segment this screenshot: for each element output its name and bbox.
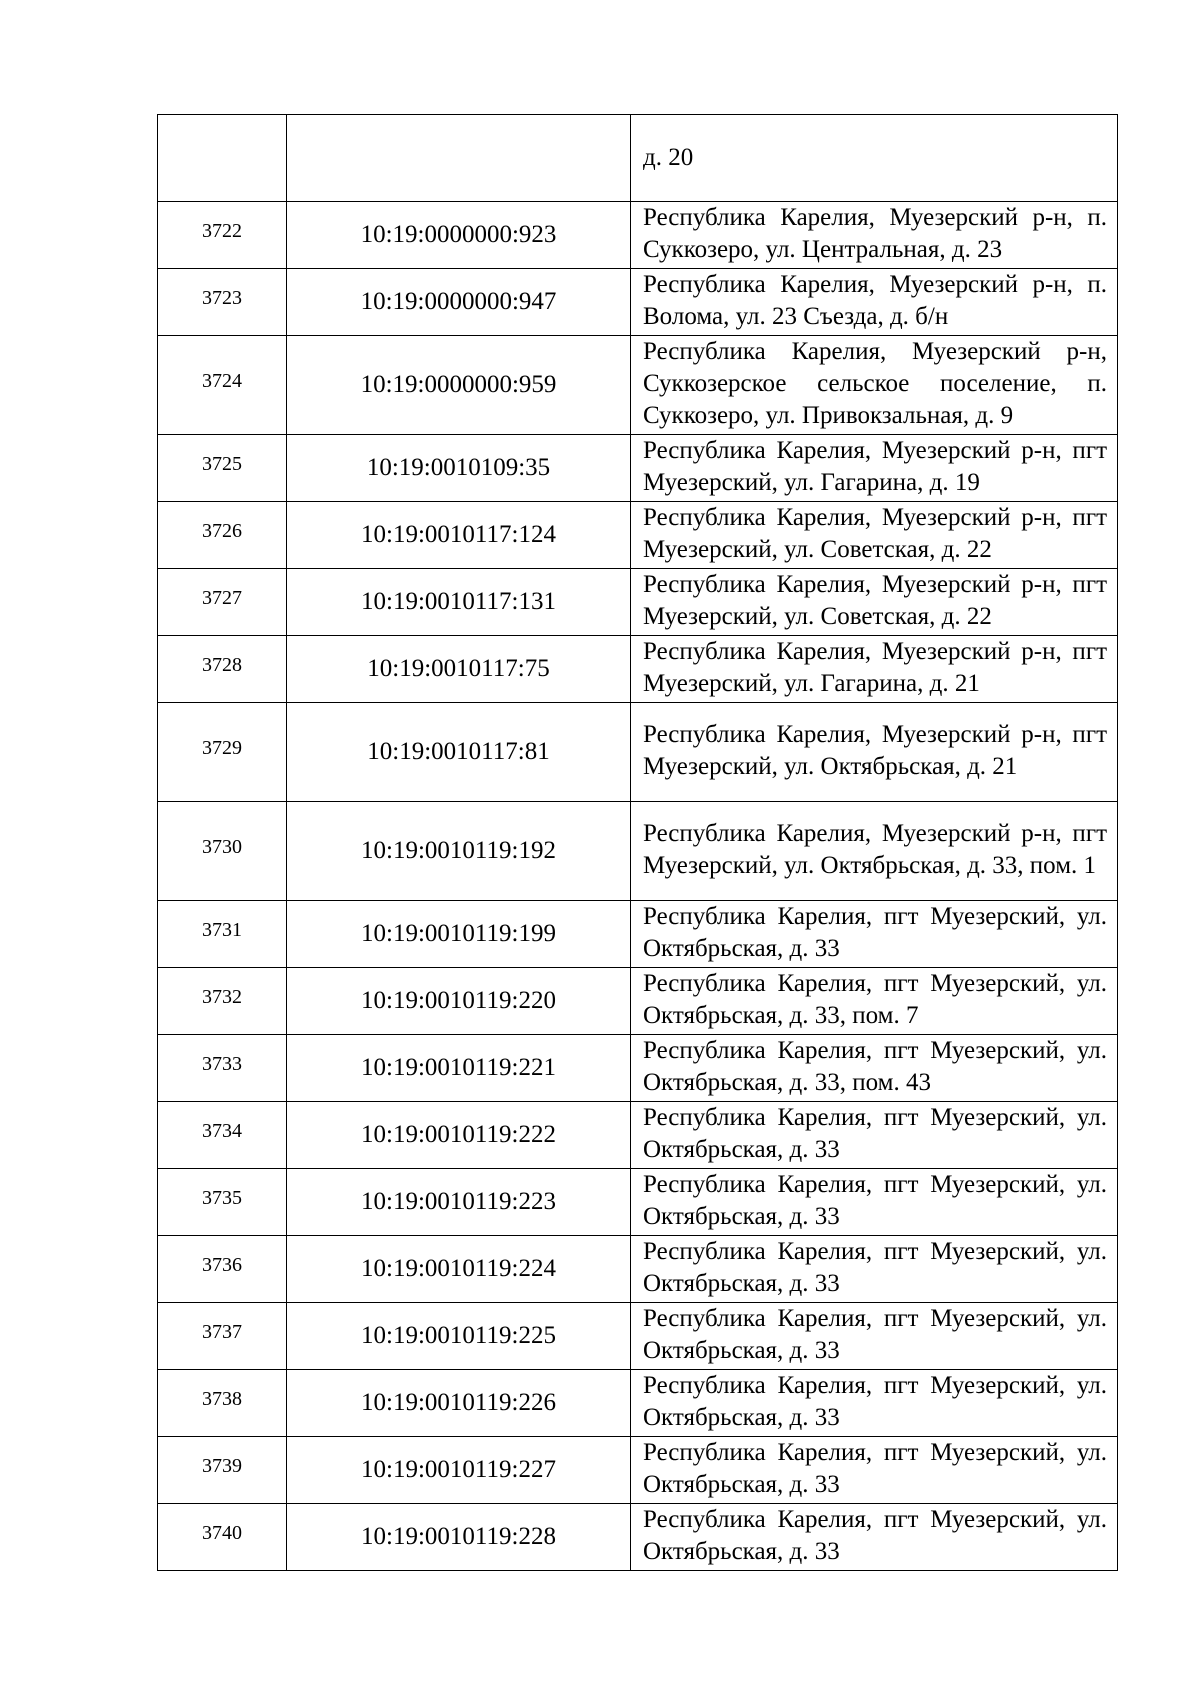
- row-number-cell: [158, 202, 287, 269]
- table-row: [158, 703, 1118, 802]
- row-number: 3737: [202, 1320, 242, 1343]
- table-body: [158, 115, 1118, 1571]
- row-number: 3730: [202, 835, 242, 858]
- cadastral-number: 10:19:0010119:227: [287, 1437, 631, 1504]
- row-number-cell: [158, 502, 287, 569]
- table-row: [158, 336, 1118, 435]
- row-number-cell: [158, 1236, 287, 1303]
- address: Республика Карелия, пгт Муезерский, ул. Октябрьская, д. 33: [631, 1370, 1118, 1437]
- row-number-cell: [158, 1437, 287, 1504]
- table-row: [158, 1169, 1118, 1236]
- row-number: 3736: [202, 1253, 242, 1276]
- cadastral-number: 10:19:0010119:221: [287, 1035, 631, 1102]
- address: Республика Карелия, пгт Муезерский, ул. Октябрьская, д. 33: [631, 901, 1118, 968]
- row-number-cell: [158, 1035, 287, 1102]
- table-row: [158, 802, 1118, 901]
- row-number: 3729: [202, 736, 242, 759]
- address: Республика Карелия, Муезерский р-н, Суккозерское сельское поселение, п. Суккозеро, ул. Привокзальная, д. 9: [631, 336, 1118, 435]
- row-number-cell: [158, 115, 287, 202]
- address: Республика Карелия, Муезерский р-н, п. Волома, ул. 23 Съезда, д. б/н: [631, 269, 1118, 336]
- table-row: [158, 636, 1118, 703]
- row-number: 3734: [202, 1119, 242, 1142]
- table-row: [158, 269, 1118, 336]
- cadastral-number: 10:19:0010119:220: [287, 968, 631, 1035]
- table-row: [158, 115, 1118, 202]
- row-number-cell: [158, 901, 287, 968]
- row-number: 3740: [202, 1521, 242, 1544]
- row-number: 3732: [202, 985, 242, 1008]
- address: Республика Карелия, пгт Муезерский, ул. Октябрьская, д. 33, пом. 7: [631, 968, 1118, 1035]
- address: Республика Карелия, Муезерский р-н, пгт Муезерский, ул. Гагарина, д. 21: [631, 636, 1118, 703]
- row-number: 3728: [202, 653, 242, 676]
- row-number-cell: [158, 269, 287, 336]
- cadastral-number: 10:19:0010117:81: [287, 703, 631, 802]
- row-number: 3723: [202, 286, 242, 309]
- table-row: [158, 1504, 1118, 1571]
- address: д. 20: [631, 115, 1118, 202]
- address: Республика Карелия, Муезерский р-н, пгт Муезерский, ул. Октябрьская, д. 21: [631, 703, 1118, 802]
- cadastral-number: 10:19:0010119:223: [287, 1169, 631, 1236]
- cadastral-number: 10:19:0010119:226: [287, 1370, 631, 1437]
- address: Республика Карелия, пгт Муезерский, ул. Октябрьская, д. 33: [631, 1236, 1118, 1303]
- address: Республика Карелия, пгт Муезерский, ул. Октябрьская, д. 33: [631, 1437, 1118, 1504]
- address: Республика Карелия, пгт Муезерский, ул. Октябрьская, д. 33: [631, 1169, 1118, 1236]
- address: Республика Карелия, пгт Муезерский, ул. Октябрьская, д. 33: [631, 1102, 1118, 1169]
- cadastral-number: 10:19:0010119:199: [287, 901, 631, 968]
- address: Республика Карелия, пгт Муезерский, ул. Октябрьская, д. 33: [631, 1504, 1118, 1571]
- row-number-cell: [158, 636, 287, 703]
- cadastral-number: 10:19:0000000:959: [287, 336, 631, 435]
- cadastral-number: [287, 115, 631, 202]
- cadastral-number: 10:19:0010119:225: [287, 1303, 631, 1370]
- table-row: [158, 202, 1118, 269]
- cadastral-number: 10:19:0010119:228: [287, 1504, 631, 1571]
- row-number-cell: [158, 1169, 287, 1236]
- row-number: 3727: [202, 586, 242, 609]
- table-row: [158, 569, 1118, 636]
- table-row: [158, 968, 1118, 1035]
- row-number: 3726: [202, 519, 242, 542]
- table-row: [158, 1236, 1118, 1303]
- table-row: [158, 1437, 1118, 1504]
- cadastral-number: 10:19:0010119:224: [287, 1236, 631, 1303]
- cadastral-number: 10:19:0010117:124: [287, 502, 631, 569]
- cadastral-number: 10:19:0010117:131: [287, 569, 631, 636]
- address: Республика Карелия, Муезерский р-н, пгт Муезерский, ул. Советская, д. 22: [631, 569, 1118, 636]
- row-number: 3738: [202, 1387, 242, 1410]
- row-number-cell: [158, 435, 287, 502]
- cadastral-number: 10:19:0010119:222: [287, 1102, 631, 1169]
- address: Республика Карелия, Муезерский р-н, пгт Муезерский, ул. Гагарина, д. 19: [631, 435, 1118, 502]
- row-number-cell: [158, 569, 287, 636]
- cadastral-number: 10:19:0010119:192: [287, 802, 631, 901]
- table-row: [158, 502, 1118, 569]
- row-number-cell: [158, 703, 287, 802]
- cadastral-number: 10:19:0010109:35: [287, 435, 631, 502]
- address: Республика Карелия, Муезерский р-н, пгт Муезерский, ул. Советская, д. 22: [631, 502, 1118, 569]
- address: Республика Карелия, пгт Муезерский, ул. Октябрьская, д. 33: [631, 1303, 1118, 1370]
- table-row: [158, 1303, 1118, 1370]
- table-row: [158, 1370, 1118, 1437]
- address: Республика Карелия, Муезерский р-н, п. Суккозеро, ул. Центральная, д. 23: [631, 202, 1118, 269]
- table-row: [158, 1035, 1118, 1102]
- row-number: 3724: [202, 369, 242, 392]
- row-number: 3722: [202, 219, 242, 242]
- row-number-cell: [158, 802, 287, 901]
- row-number: 3733: [202, 1052, 242, 1075]
- cadastral-number: 10:19:0000000:947: [287, 269, 631, 336]
- address: Республика Карелия, Муезерский р-н, пгт Муезерский, ул. Октябрьская, д. 33, пом. 1: [631, 802, 1118, 901]
- row-number-cell: [158, 336, 287, 435]
- row-number: 3725: [202, 452, 242, 475]
- row-number: 3739: [202, 1454, 242, 1477]
- property-table: [157, 114, 1118, 1571]
- table-row: [158, 1102, 1118, 1169]
- cadastral-number: 10:19:0010117:75: [287, 636, 631, 703]
- table-row: [158, 435, 1118, 502]
- row-number-cell: [158, 1370, 287, 1437]
- table-row: [158, 901, 1118, 968]
- address: Республика Карелия, пгт Муезерский, ул. Октябрьская, д. 33, пом. 43: [631, 1035, 1118, 1102]
- row-number-cell: [158, 968, 287, 1035]
- row-number-cell: [158, 1303, 287, 1370]
- row-number-cell: [158, 1504, 287, 1571]
- row-number: 3731: [202, 918, 242, 941]
- row-number: 3735: [202, 1186, 242, 1209]
- cadastral-number: 10:19:0000000:923: [287, 202, 631, 269]
- row-number-cell: [158, 1102, 287, 1169]
